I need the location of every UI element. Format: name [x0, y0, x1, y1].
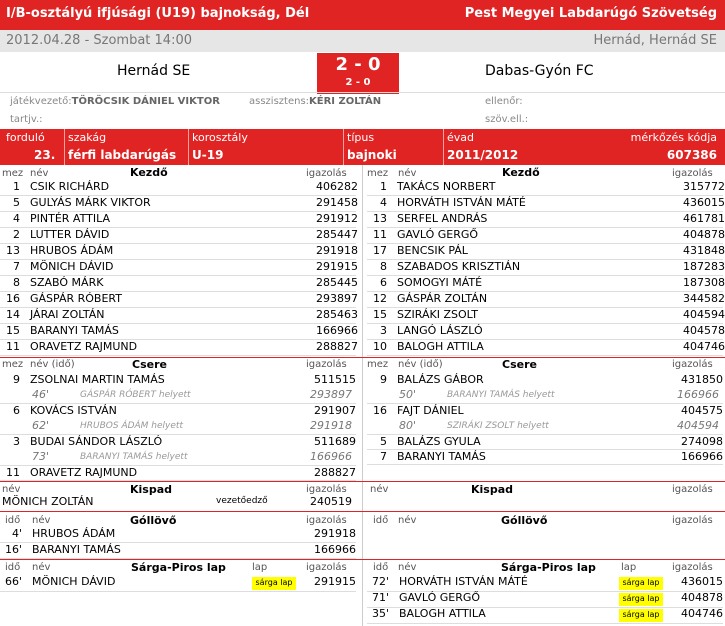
nev-header: név	[30, 168, 49, 179]
table-row	[367, 212, 725, 228]
player-id: 406282	[316, 180, 358, 193]
igazolas-header-subs: igazolás	[306, 359, 347, 370]
table-row	[0, 276, 358, 292]
player-name: LUTTER DÁVID	[30, 228, 110, 241]
igazolas-header-bench-away: igazolás	[672, 484, 713, 495]
table-row	[367, 292, 725, 308]
nev-header-goals-away: név	[398, 515, 417, 526]
federation-name: Pest Megyei Labdarúgó Szövetség	[464, 6, 717, 21]
igazolas-header-goals-away: igazolás	[672, 515, 713, 526]
replaced-player: HRUBOS ÁDÁM helyett	[80, 421, 183, 431]
table-row	[367, 404, 723, 420]
player-id: 166966	[681, 450, 723, 463]
replaced-player: GÁSPÁR RÓBERT helyett	[80, 390, 191, 400]
player-number: 15	[6, 324, 20, 337]
player-number: 8	[13, 276, 20, 289]
player-id: 511689	[314, 435, 356, 448]
player-name: HORVÁTH ISTVÁN MÁTÉ	[397, 196, 526, 209]
player-id: 404575	[681, 404, 723, 417]
ido-header-goals: idő	[5, 515, 21, 526]
player-number: 1	[380, 180, 387, 193]
goal-minute: 4'	[11, 527, 22, 540]
yellow-card-badge: sárga lap	[252, 577, 296, 590]
player-id: 285445	[316, 276, 358, 289]
sub-minute: 50'	[399, 388, 417, 401]
player-number: 5	[380, 435, 387, 448]
replaced-player-id: 404594	[677, 419, 719, 432]
player-id: 291458	[316, 196, 358, 209]
assistant-referee: asszisztens:KÉRI ZOLTÁN	[249, 96, 382, 107]
card-minute: 66'	[4, 575, 22, 588]
player-number: 16	[373, 404, 387, 417]
tartjv-label: tartjv.:	[10, 114, 43, 125]
nev-header-bench-away: név	[370, 484, 389, 495]
player-number: 14	[6, 308, 20, 321]
player-id: 288827	[316, 340, 358, 353]
goal-scorer-id: 291918	[314, 527, 356, 540]
player-number: 4	[380, 196, 387, 209]
away-team: Dabas-Gyón FC	[485, 63, 594, 79]
player-number: 15	[373, 308, 387, 321]
table-row	[0, 196, 358, 212]
card-player-id: 404878	[681, 591, 723, 604]
card-row	[0, 575, 356, 591]
player-number: 12	[373, 292, 387, 305]
sub-minute: 73'	[32, 450, 50, 463]
player-name: ORAVETZ RAJMUND	[30, 340, 138, 353]
yellow-card-badge: sárga lap	[619, 593, 663, 606]
card-row	[367, 575, 723, 591]
table-row	[0, 308, 358, 324]
age-value: U-19	[192, 148, 224, 162]
ido-header-cards: idő	[5, 562, 21, 573]
card-minute: 71'	[371, 591, 389, 604]
code-value: 607386	[666, 148, 717, 162]
player-name: GÁSPÁR RÓBERT	[30, 292, 122, 305]
home-goals-title: Góllövő	[130, 514, 177, 527]
table-row	[367, 308, 725, 324]
player-name: TAKÁCS NORBERT	[397, 180, 496, 193]
final-score: 2 - 0	[335, 54, 381, 75]
player-name: BALOGH ATTILA	[397, 340, 484, 353]
nev-header-goals: név	[32, 515, 51, 526]
player-name: BUDAI SÁNDOR LÁSZLÓ	[30, 435, 163, 448]
player-id: 187283	[683, 260, 725, 273]
replaced-player-id: 291918	[310, 419, 352, 432]
replaced-player-id: 166966	[310, 450, 352, 463]
player-id: 293897	[316, 292, 358, 305]
player-name: SZABADOS KRISZTIÁN	[397, 260, 521, 273]
away-subs-title: Csere	[502, 358, 537, 371]
player-number: 10	[373, 340, 387, 353]
player-name: ZSOLNAI MARTIN TAMÁS	[30, 373, 165, 386]
player-number: 13	[6, 244, 20, 257]
player-id: 285463	[316, 308, 358, 321]
card-player: HORVÁTH ISTVÁN MÁTÉ	[399, 575, 528, 588]
igazolas-header: igazolás	[306, 168, 347, 179]
player-id: 291918	[316, 244, 358, 257]
sub-minute: 80'	[399, 419, 417, 432]
player-id: 431848	[683, 244, 725, 257]
player-number: 9	[13, 373, 20, 386]
goal-minute: 16'	[4, 543, 22, 556]
mez-header-subs: mez	[2, 359, 24, 370]
table-row	[367, 180, 725, 196]
round-label: forduló	[6, 131, 45, 144]
player-number: 17	[373, 244, 387, 257]
player-number: 9	[380, 373, 387, 386]
player-id: 511515	[314, 373, 356, 386]
player-name: JÁRAI ZOLTÁN	[30, 308, 105, 321]
match-venue: Hernád, Hernád SE	[593, 33, 717, 48]
player-name: LANGÓ LÁSZLÓ	[397, 324, 483, 337]
ido-header-goals-away: idő	[373, 515, 389, 526]
replaced-player-id: 293897	[310, 388, 352, 401]
player-number: 11	[373, 228, 387, 241]
table-row	[0, 228, 358, 244]
player-name: GAVLÓ GERGŐ	[397, 228, 479, 241]
table-row	[367, 373, 723, 389]
replaced-player-id: 166966	[677, 388, 719, 401]
player-id: 404878	[683, 228, 725, 241]
table-row	[0, 435, 356, 451]
mez-header-subs-away: mez	[367, 359, 389, 370]
table-row	[367, 244, 725, 260]
player-number: 1	[13, 180, 20, 193]
goal-scorer-id: 166966	[314, 543, 356, 556]
sub-minute: 46'	[32, 388, 50, 401]
table-row	[0, 260, 358, 276]
player-number: 2	[13, 228, 20, 241]
home-subs-title: Csere	[132, 358, 167, 371]
table-row	[367, 340, 725, 356]
table-row	[0, 324, 358, 340]
type-value: bajnoki	[347, 148, 397, 162]
player-name: SOMOGYI MÁTÉ	[397, 276, 483, 289]
home-starters-title: Kezdő	[130, 166, 168, 179]
player-name: SZABÓ MÁRK	[30, 276, 104, 289]
sub-minute: 62'	[32, 419, 50, 432]
age-label: korosztály	[192, 131, 248, 144]
ido-header-cards-away: idő	[373, 562, 389, 573]
table-row	[0, 373, 356, 389]
player-id: 291912	[316, 212, 358, 225]
szovell-label: szöv.ell.:	[485, 114, 529, 125]
card-player: MÖNICH DÁVID	[32, 575, 116, 588]
player-name: ORAVETZ RAJMUND	[30, 466, 138, 479]
branch-label: szakág	[68, 131, 107, 144]
branch-value: férfi labdarúgás	[68, 148, 177, 162]
igazolas-header-cards-away: igazolás	[672, 562, 713, 573]
card-minute: 72'	[371, 575, 389, 588]
table-row	[367, 276, 725, 292]
card-player: BALOGH ATTILA	[399, 607, 486, 620]
igazolas-header-away: igazolás	[672, 168, 713, 179]
match-datetime: 2012.04.28 - Szombat 14:00	[6, 33, 192, 48]
goal-scorer: HRUBOS ÁDÁM	[32, 527, 116, 540]
table-row	[0, 180, 358, 196]
referee: játékvezető:TÖRÖCSIK DÁNIEL VIKTOR	[10, 96, 220, 107]
player-number: 5	[13, 196, 20, 209]
home-cards-title: Sárga-Piros lap	[131, 561, 226, 574]
table-row	[367, 196, 725, 212]
replaced-player: BARANYI TAMÁS helyett	[447, 390, 555, 400]
player-id: 285447	[316, 228, 358, 241]
table-row	[0, 212, 358, 228]
player-number: 13	[373, 212, 387, 225]
player-number: 7	[380, 450, 387, 463]
player-name: BARANYI TAMÁS	[397, 450, 486, 463]
nev-header-cards-away: név	[398, 562, 417, 573]
player-name: GULYÁS MÁRK VIKTOR	[30, 196, 151, 209]
table-row	[0, 404, 356, 420]
scoreboard	[317, 53, 399, 94]
table-row	[367, 324, 725, 340]
away-starters-title: Kezdő	[502, 166, 540, 179]
bench-role: vezetőedző	[216, 496, 268, 506]
table-row	[367, 260, 725, 276]
table-row	[367, 228, 725, 244]
igazolas-header-goals: igazolás	[306, 515, 347, 526]
round-value: 23.	[34, 148, 56, 162]
goal-row	[0, 527, 356, 543]
player-name: PINTÉR ATTILA	[30, 212, 110, 225]
card-minute: 35'	[371, 607, 389, 620]
home-team: Hernád SE	[117, 63, 191, 79]
table-row	[0, 244, 358, 260]
competition-header	[0, 0, 725, 30]
player-id: 461781	[683, 212, 725, 225]
player-number: 6	[380, 276, 387, 289]
card-row	[367, 591, 723, 607]
player-name: FAJT DÁNIEL	[397, 404, 464, 417]
player-name: CSIK RICHÁRD	[30, 180, 110, 193]
mez-header-away: mez	[367, 168, 389, 179]
away-bench-title: Kispad	[471, 483, 514, 496]
away-cards-title: Sárga-Piros lap	[501, 561, 596, 574]
player-name: SERFEL ANDRÁS	[397, 212, 488, 225]
player-name: MÖNICH DÁVID	[30, 260, 114, 273]
player-number: 3	[13, 435, 20, 448]
player-name: BENCSIK PÁL	[397, 244, 468, 257]
mez-header: mez	[2, 168, 24, 179]
replaced-player: BARANYI TAMÁS helyett	[80, 452, 188, 462]
player-id: 431850	[681, 373, 723, 386]
card-player-id: 404746	[681, 607, 723, 620]
player-number: 16	[6, 292, 20, 305]
player-id: 315772	[683, 180, 725, 193]
player-number: 7	[13, 260, 20, 273]
controller-label: ellenőr:	[485, 96, 523, 107]
player-id: 404594	[683, 308, 725, 321]
nev-ido-header: név (idő)	[30, 359, 75, 370]
card-player-id: 291915	[314, 575, 356, 588]
player-name: GÁSPÁR ZOLTÁN	[397, 292, 488, 305]
card-player: GAVLÓ GERGŐ	[399, 591, 481, 604]
player-name: BARANYI TAMÁS	[30, 324, 119, 337]
yellow-card-badge: sárga lap	[619, 577, 663, 590]
goal-scorer: BARANYI TAMÁS	[32, 543, 121, 556]
player-name: BALÁZS GÁBOR	[397, 373, 484, 386]
player-id: 404578	[683, 324, 725, 337]
lap-header-cards-away: lap	[621, 562, 637, 573]
player-name: HRUBOS ÁDÁM	[30, 244, 114, 257]
player-number: 6	[13, 404, 20, 417]
player-number: 4	[13, 212, 20, 225]
igazolas-header-subs-away: igazolás	[672, 359, 713, 370]
player-number: 8	[380, 260, 387, 273]
nev-header-away: név	[398, 168, 417, 179]
yellow-card-badge: sárga lap	[619, 609, 663, 622]
home-bench-title: Kispad	[130, 483, 173, 496]
player-id: 344582	[683, 292, 725, 305]
table-row	[0, 340, 358, 356]
nev-header-cards: név	[32, 562, 51, 573]
player-name: BALÁZS GYULA	[397, 435, 481, 448]
card-player-id: 436015	[681, 575, 723, 588]
player-number: 3	[380, 324, 387, 337]
away-goals-title: Góllövő	[501, 514, 548, 527]
card-row	[367, 607, 723, 623]
nev-header-bench: név	[2, 484, 21, 495]
type-label: típus	[347, 131, 375, 144]
halftime-score: 2 - 0	[345, 77, 371, 88]
season-value: 2011/2012	[447, 148, 519, 162]
replaced-player: SZIRÁKI ZSOLT helyett	[447, 421, 549, 431]
player-number: 11	[6, 466, 20, 479]
player-id: 291915	[316, 260, 358, 273]
player-name: KOVÁCS ISTVÁN	[30, 404, 117, 417]
competition-title: I/B-osztályú ifjúsági (U19) bajnokság, Dél	[6, 6, 310, 21]
bench-name: MÖNICH ZOLTÁN	[2, 495, 94, 508]
goal-row	[0, 543, 356, 559]
player-id: 166966	[316, 324, 358, 337]
player-id: 274098	[681, 435, 723, 448]
code-label: mérkőzés kódja	[630, 131, 717, 144]
nev-ido-header-away: név (idő)	[398, 359, 443, 370]
igazolas-header-bench: igazolás	[306, 484, 347, 495]
player-number: 11	[6, 340, 20, 353]
lap-header-cards: lap	[252, 562, 268, 573]
player-id: 187308	[683, 276, 725, 289]
table-row	[0, 292, 358, 308]
match-info-bar	[0, 129, 725, 165]
player-name: SZIRÁKI ZSOLT	[397, 308, 478, 321]
bench-id: 240519	[310, 495, 352, 508]
player-id: 436015	[683, 196, 725, 209]
date-venue-bar	[0, 30, 725, 52]
igazolas-header-cards: igazolás	[306, 562, 347, 573]
player-id: 291907	[314, 404, 356, 417]
player-id: 404746	[683, 340, 725, 353]
player-id: 288827	[314, 466, 356, 479]
season-label: évad	[447, 131, 475, 144]
